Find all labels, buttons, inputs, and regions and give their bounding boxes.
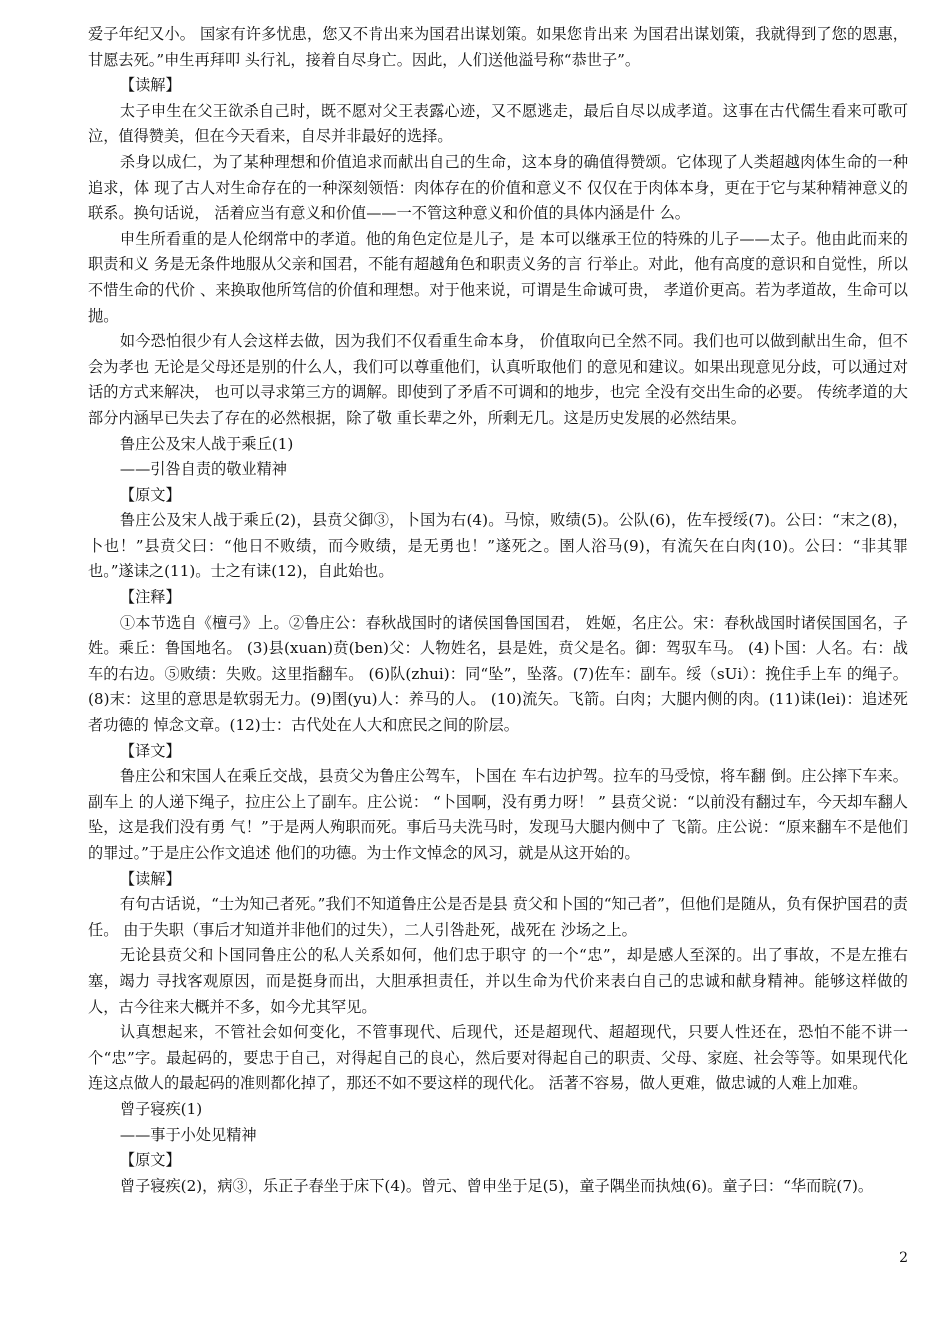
paragraph: 鲁庄公及宋人战于乘丘(2)，县贲父御③，卜国为右(4)。马惊，败绩(5)。公队(6)，佐车授绥(7)。公曰：“末之(8)，卜也！”县贲父曰：“他日不败绩，而今败绩，是无勇也！”遂死之。圉人浴马(9)，有流矢在白肉(10)。公曰：“非其罪也。”遂诔之(11)。士之有诔(12)，自此始也。 [88,511,908,581]
chapter-subtitle: ——事于小处见精神 [119,1125,257,1144]
chapter-title: 曾子寝疾(1) [119,1099,203,1118]
section-heading-zhushi: 【注释】 [119,588,181,607]
paragraph: 曾子寝疾(2)，病③，乐正子春坐于床下(4)。曾元、曾申坐于足(5)，童子隅坐而执烛(6)。童子曰：“华而睆(7)。 [119,1176,874,1195]
section-heading-yuanwen: 【原文】 [119,1151,181,1170]
section-heading-yiwen: 【译文】 [119,741,181,760]
paragraph: 太子申生在父王欲杀自己时，既不愿对父王表露心迹，又不愿逃走，最后自尽以成孝道。这事在古代儒生看来可歌可泣，值得赞美，但在今天看来，自尽并非最好的选择。 [88,101,908,146]
chapter-subtitle: ——引咎自责的敬业精神 [119,460,287,479]
paragraph: 杀身以成仁，为了某种理想和价值追求而献出自己的生命，这本身的确值得赞颂。它体现了人类超越肉体生命的一种追求，体 现了古人对生命存在的一种深刻领悟：肉体存在的价值和意义不 仅仅在于肉体本身，更在于它与某种精神意义的联系。换句话说， 活着应当有意义和价值——一不管这种意义和价值的具体内涵是什 么。 [88,152,908,223]
paragraph-continuation: 爱子年纪又小。 国家有许多忧患，您又不肯出来为国君出谋划策。如果您肯出来 为国君出谋划策，我就得到了您的恩惠，甘愿去死。”申生再拜叩 头行礼，接着自尽身亡。因此，人们送他溢号称“恭世子”。 [88,25,908,69]
section-heading-yuanwen: 【原文】 [119,485,181,504]
paragraph: 认真想起来，不管社会如何变化，不管事现代、后现代，还是超现代、超超现代，只要人性还在，恐怕不能不讲一个“忠”字。最起码的，要忠于自己，对得起自己的良心，然后要对得起自己的职责、父母、家庭、社会等等。如果现代化连这点做人的最起码的准则都化掉了，那还不如不要这样的现代化。 活著不容易，做人更难，做忠诚的人难上加难。 [88,1023,908,1093]
paragraph: 申生所看重的是人伦纲常中的孝道。他的角色定位是儿子，是 本可以继承王位的特殊的儿子——太子。他由此而来的职责和义 务是无条件地服从父亲和国君，不能有超越角色和职责义务的言 行举止。对此，他有高度的意识和自觉性，所以不惜生命的代价 、来换取他所笃信的价值和理想。对于他来说，可谓是生命诚可贵， 孝道价更高。若为孝道故，生命可以抛。 [88,229,908,325]
chapter-title: 鲁庄公及宋人战于乘丘(1) [119,434,294,453]
paragraph: 有句古话说，“士为知己者死。”我们不知道鲁庄公是否是县 贲父和卜国的“知己者”，但他们是随从，负有保护国君的责任。 由于失职（事后才知道并非他们的过失），二人引咎赴死，战死在 沙场之上。 [88,895,908,939]
section-heading-dujie: 【读解】 [119,76,181,95]
paragraph: 无论县贲父和卜国同鲁庄公的私人关系如何，他们忠于职守 的一个“忠”，却是感人至深的。出了事故，不是左推右塞，竭力 寻找客观原因，而是挺身而出，大胆承担责任，并以生命为代价来表白自己的忠诚和献身精神。能够这样做的人，古今往来大概并不多，如今尤其罕见。 [88,946,908,1016]
paragraph: ①本节选自《檀弓》上。②鲁庄公：春秋战国时的诸侯国鲁国国君， 姓姬，名庄公。宋：春秋战国时诸侯国国名，子姓。乘丘：鲁国地名。 (3)县(xuan)贲(ben)父：人物姓名，县是姓，贲父是名。御：驾驭车马。 (4)卜国：人名。右：战车的右边。⑤败绩：失败。这里指翻车。 (6)队(zhui)：同“坠”，坠落。(7)佐车：副车。绥（sUi）：挽住手上车 的绳子。(8)末：这里的意思是软弱无力。(9)圉(yu)人：养马的人。 (10)流矢。飞箭。白肉；大腿内侧的肉。(11)诔(lei)：追述死者功德的 悼念文章。(12)士：古代处在人大和庶民之间的阶层。 [88,613,908,735]
section-heading-dujie: 【读解】 [119,869,181,888]
page-number: 2 [899,1250,908,1266]
paragraph: 如今恐怕很少有人会这样去做，因为我们不仅看重生命本身， 价值取向已全然不同。我们也可以做到献出生命，但不会为孝也 无论是父母还是别的什么人，我们可以尊重他们，认真听取他们 的意见和建议。如果出现意见分歧，可以通过对话的方式来解决， 也可以寻求第三方的调解。即使到了矛盾不可调和的地步，也完 全没有交出生命的必要。 传统孝道的大部分内涵早已失去了存在的必然根据，除了敬 重长辈之外，所剩无几。这是历史发展的必然结果。 [88,332,908,427]
paragraph: 鲁庄公和宋国人在乘丘交战，县贲父为鲁庄公驾车，卜国在 车右边护驾。拉车的马受惊，将车翻 倒。庄公摔下车来。副车上 的人递下绳子，拉庄公上了副车。庄公说： “卜国啊，没有勇力呀！ ” 县贲父说：“以前没有翻过车，今天却车翻人坠，这是我们没有勇 气！”于是两人殉职而死。事后马夫洗马时，发现马大腿内侧中了 飞箭。庄公说：“原来翻车不是他们的罪过。”于是庄公作文追述 他们的功德。为士作文悼念的风习，就是从这开始的。 [88,767,908,862]
body-text [88,22,908,1199]
